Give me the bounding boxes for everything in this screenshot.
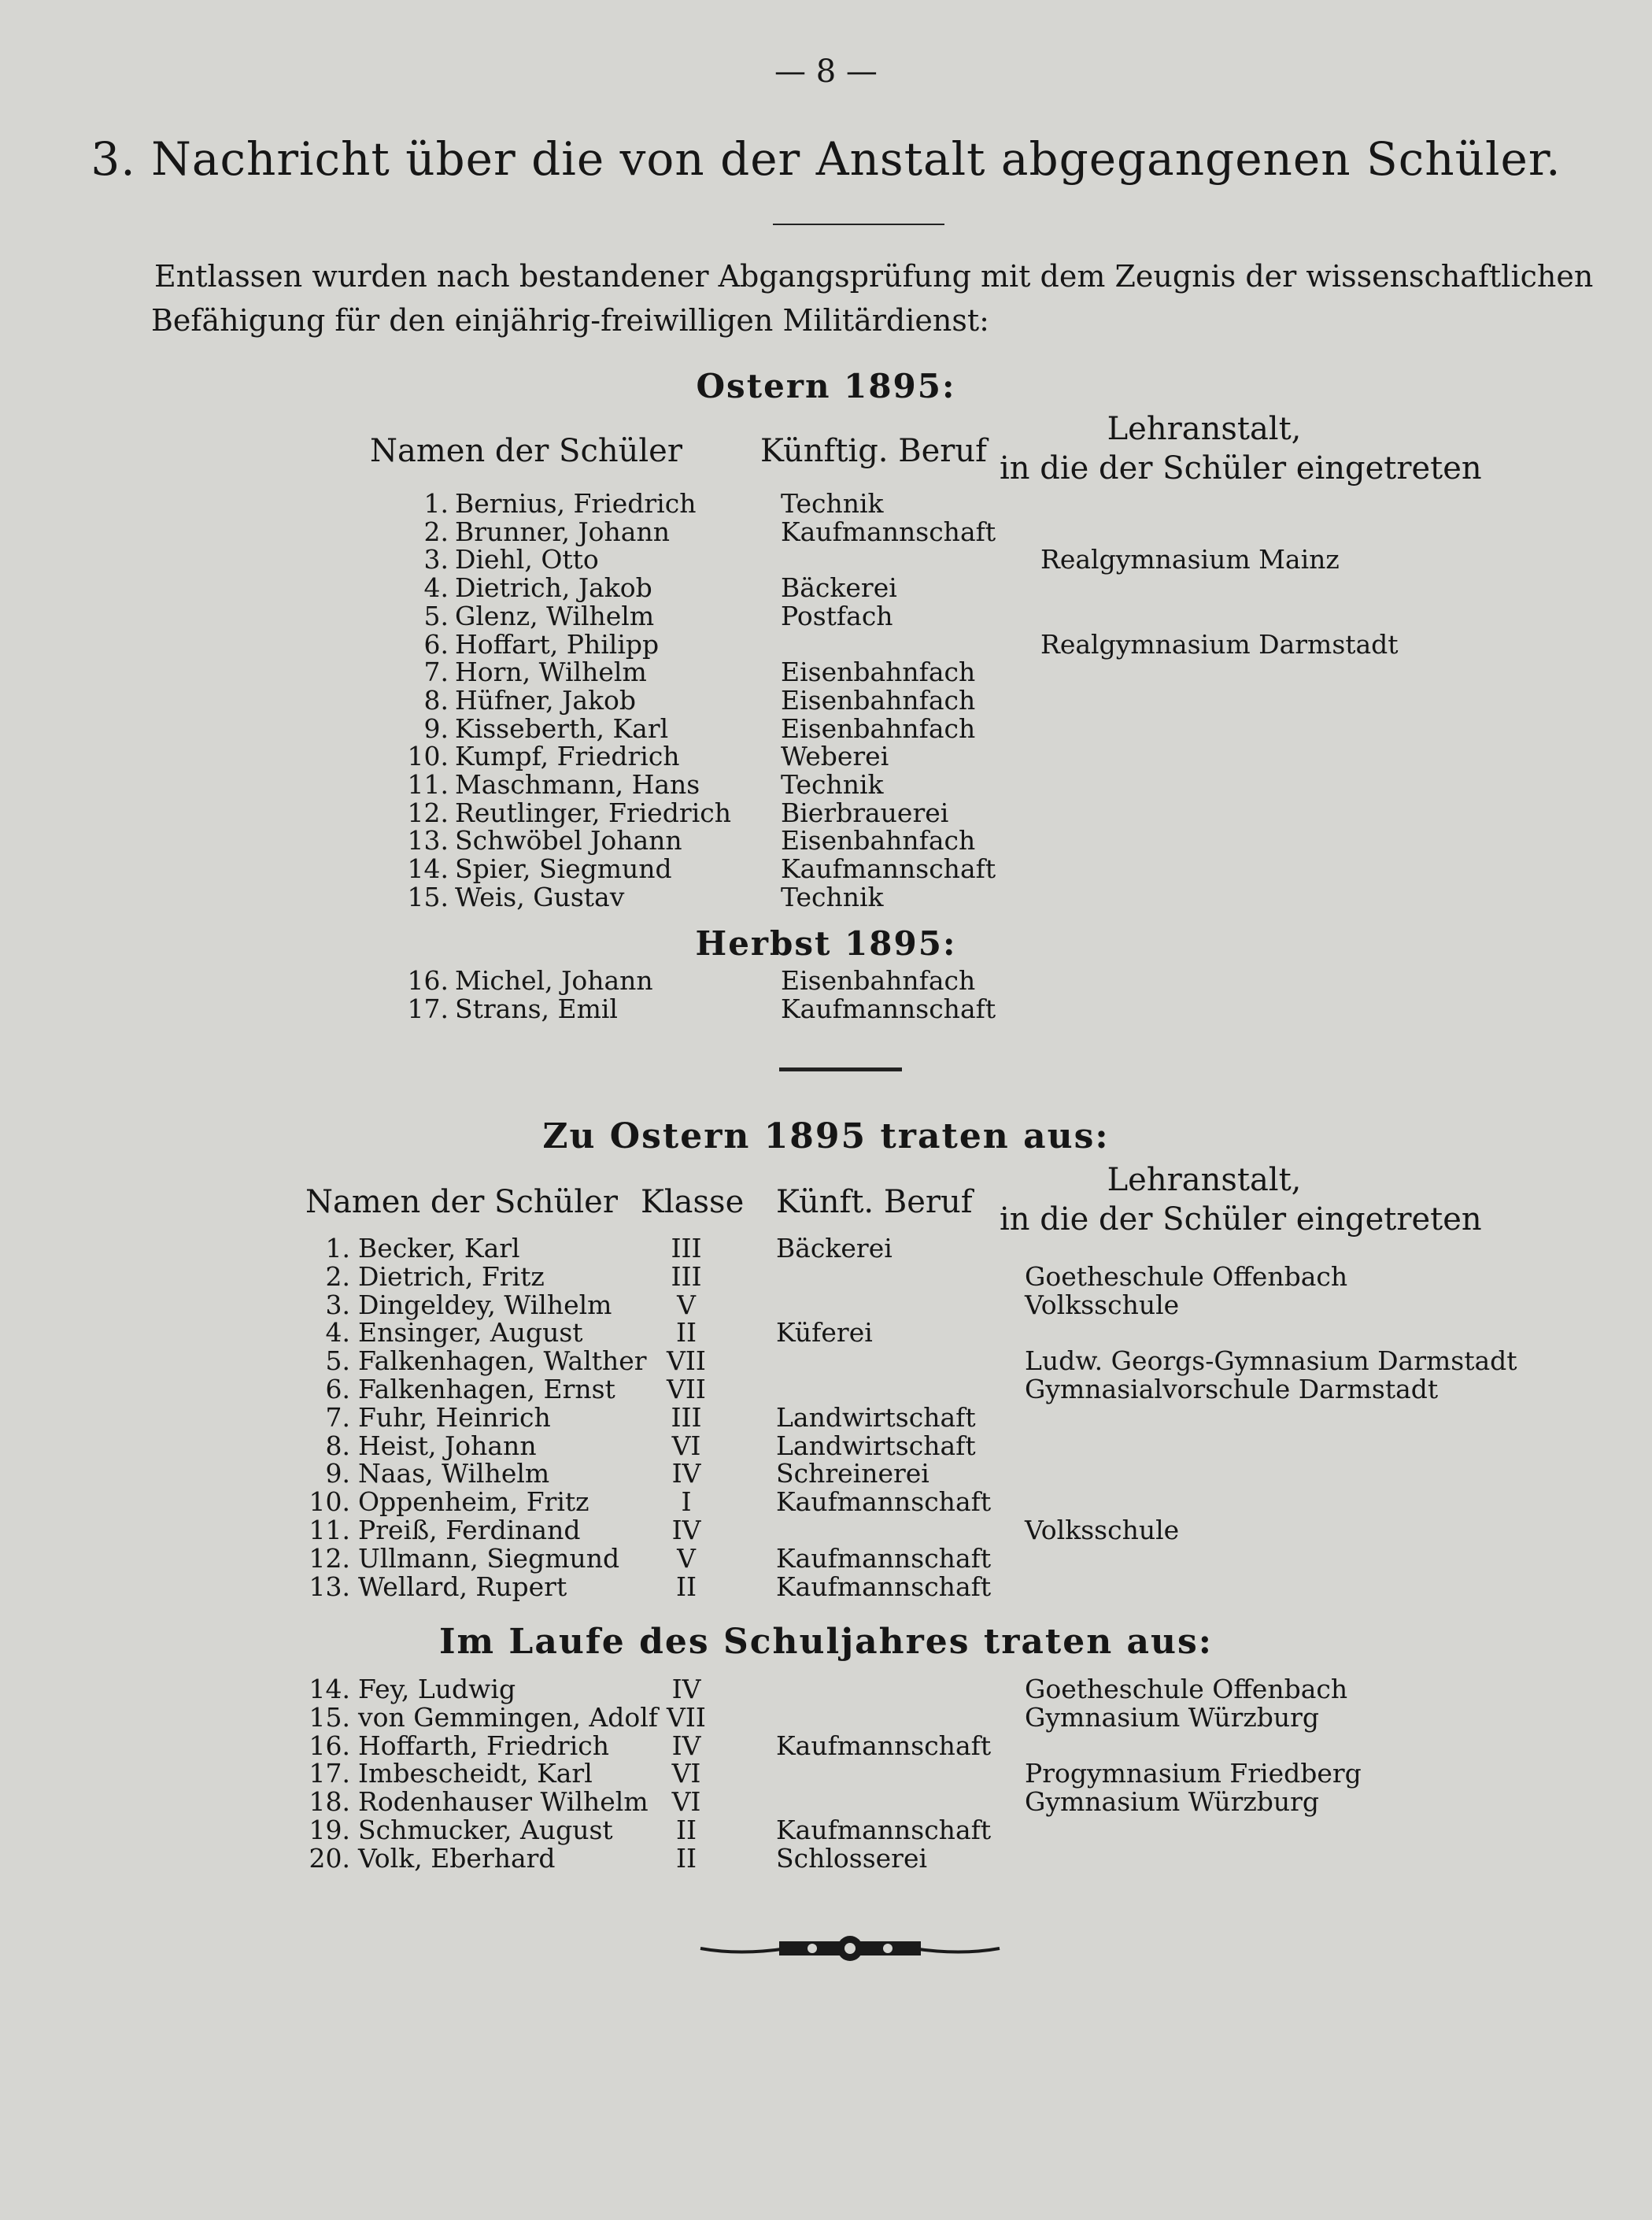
cell-klasse: II bbox=[675, 1815, 697, 1845]
cell-num: 4. bbox=[325, 1317, 350, 1349]
table-row bbox=[0, 1260, 1652, 1292]
column-header-anstalt-2-line-1: Lehranstalt, bbox=[1107, 1162, 1302, 1198]
cell-name: Hüfner, Jakob bbox=[455, 684, 637, 716]
cell-num: 8. bbox=[423, 684, 449, 716]
cell-klasse: IV bbox=[671, 1458, 701, 1489]
cell-num: 19. bbox=[309, 1815, 350, 1845]
cell-klasse: V bbox=[677, 1289, 696, 1320]
cell-name: Rodenhauser Wilhelm bbox=[358, 1786, 649, 1818]
table-row bbox=[0, 1816, 1652, 1844]
table-row bbox=[0, 490, 1652, 518]
cell-num: 1. bbox=[423, 488, 449, 519]
cell-name: Volk, Eberhard bbox=[358, 1842, 556, 1874]
cell-num: 3. bbox=[325, 1289, 350, 1320]
table-row bbox=[0, 1432, 1652, 1460]
cell-num: 2. bbox=[325, 1260, 350, 1292]
cell-name: Ullmann, Siegmund bbox=[358, 1542, 620, 1574]
cell-klasse: I bbox=[681, 1486, 692, 1518]
cell-anstalt: Volksschule bbox=[1025, 1515, 1180, 1545]
cell-beruf: Eisenbahnfach bbox=[781, 965, 976, 996]
cell-name: Fey, Ludwig bbox=[358, 1674, 516, 1704]
cell-num: 12. bbox=[309, 1542, 350, 1574]
cell-beruf: Schlosserei bbox=[776, 1842, 928, 1874]
section-heading-ostern: Ostern 1895: bbox=[696, 367, 956, 405]
cell-name: Strans, Emil bbox=[455, 993, 618, 1024]
cell-beruf: Kaufmannschaft bbox=[776, 1542, 992, 1574]
cell-name: Oppenheim, Fritz bbox=[358, 1486, 589, 1518]
cell-klasse: III bbox=[671, 1401, 702, 1433]
cell-num: 4. bbox=[423, 572, 449, 604]
cell-num: 16. bbox=[309, 1730, 350, 1761]
cell-name: Hoffarth, Friedrich bbox=[358, 1730, 609, 1761]
cell-name: Spier, Siegmund bbox=[455, 853, 672, 885]
cell-name: Kumpf, Friedrich bbox=[455, 741, 680, 772]
table-row bbox=[0, 827, 1652, 855]
cell-name: Weis, Gustav bbox=[455, 881, 625, 912]
title-divider bbox=[773, 224, 944, 225]
cell-num: 8. bbox=[325, 1430, 350, 1461]
cell-name: Falkenhagen, Ernst bbox=[358, 1374, 615, 1404]
cell-name: von Gemmingen, Adolf bbox=[358, 1701, 659, 1733]
cell-num: 10. bbox=[309, 1486, 350, 1518]
cell-beruf: Bierbrauerei bbox=[781, 797, 949, 828]
cell-num: 7. bbox=[423, 657, 449, 688]
cell-num: 7. bbox=[325, 1401, 350, 1433]
cell-beruf: Kaufmannschaft bbox=[781, 853, 996, 885]
cell-num: 6. bbox=[325, 1374, 350, 1404]
table-row bbox=[0, 1488, 1652, 1516]
cell-name: Brunner, Johann bbox=[455, 516, 670, 547]
page-number: — 8 — bbox=[774, 54, 878, 90]
cell-beruf: Postfach bbox=[781, 600, 893, 631]
cell-beruf: Technik bbox=[781, 769, 884, 800]
cell-name: Imbescheidt, Karl bbox=[358, 1758, 593, 1789]
cell-num: 2. bbox=[423, 516, 449, 547]
table-row bbox=[0, 799, 1652, 827]
cell-beruf: Technik bbox=[781, 488, 884, 519]
cell-anstalt: Gymnasium Würzburg bbox=[1025, 1786, 1320, 1818]
cell-name: Dingeldey, Wilhelm bbox=[358, 1289, 612, 1320]
column-header-beruf-2: Künft. Beruf bbox=[776, 1184, 973, 1220]
column-header-anstalt-2-line-2: in die der Schüler eingetreten bbox=[1000, 1201, 1482, 1238]
table-row bbox=[0, 1516, 1652, 1545]
table-row bbox=[0, 546, 1652, 574]
cell-name: Reutlinger, Friedrich bbox=[455, 797, 731, 828]
cell-num: 17. bbox=[309, 1758, 350, 1789]
cell-name: Fuhr, Heinrich bbox=[358, 1401, 551, 1433]
page-title: 3. Nachricht über die von der Anstalt abgegangenen Schüler. bbox=[91, 132, 1561, 186]
table-row bbox=[0, 518, 1652, 546]
table-row bbox=[0, 995, 1652, 1023]
section-heading-traten-aus: Zu Ostern 1895 traten aus: bbox=[542, 1116, 1110, 1156]
cell-name: Horn, Wilhelm bbox=[455, 657, 647, 688]
cell-name: Preiß, Ferdinand bbox=[358, 1515, 581, 1545]
table-row bbox=[0, 1401, 1652, 1433]
column-header-beruf: Künftig. Beruf bbox=[760, 433, 987, 469]
column-header-names: Namen der Schüler bbox=[370, 433, 682, 469]
cell-anstalt: Gymnasialvorschule Darmstadt bbox=[1025, 1374, 1439, 1404]
cell-num: 11. bbox=[309, 1515, 350, 1545]
cell-klasse: VI bbox=[671, 1786, 701, 1818]
cell-num: 16. bbox=[407, 965, 449, 996]
table-row bbox=[0, 1347, 1652, 1375]
table-row bbox=[0, 771, 1652, 799]
cell-beruf: Kaufmannschaft bbox=[781, 516, 996, 547]
table-row bbox=[0, 574, 1652, 602]
table-row bbox=[0, 602, 1652, 631]
cell-num: 5. bbox=[325, 1345, 350, 1377]
cell-num: 5. bbox=[423, 600, 449, 631]
cell-num: 10. bbox=[407, 741, 449, 772]
cell-num: 12. bbox=[407, 797, 449, 828]
cell-beruf: Kaufmannschaft bbox=[776, 1730, 992, 1761]
cell-klasse: IV bbox=[671, 1674, 701, 1704]
section-divider bbox=[779, 1067, 902, 1071]
cell-klasse: III bbox=[671, 1233, 702, 1264]
table-row bbox=[0, 1573, 1652, 1601]
cell-anstalt: Ludw. Georgs-Gymnasium Darmstadt bbox=[1025, 1345, 1517, 1377]
column-header-anstalt-line-2: in die der Schüler eingetreten bbox=[1000, 450, 1482, 487]
table-row bbox=[0, 1291, 1652, 1319]
cell-num: 14. bbox=[407, 853, 449, 885]
cell-klasse: IV bbox=[671, 1515, 701, 1545]
table-row bbox=[0, 742, 1652, 771]
cell-anstalt: Progymnasium Friedberg bbox=[1025, 1758, 1362, 1789]
cell-name: Dietrich, Jakob bbox=[455, 572, 652, 604]
cell-beruf: Landwirtschaft bbox=[776, 1430, 976, 1461]
cell-num: 9. bbox=[325, 1458, 350, 1489]
cell-anstalt: Goetheschule Offenbach bbox=[1025, 1674, 1348, 1704]
cell-beruf: Eisenbahnfach bbox=[781, 684, 976, 716]
intro-line-2: Befähigung für den einjährig-freiwilligen Militärdienst: bbox=[151, 303, 989, 338]
cell-num: 9. bbox=[423, 712, 449, 744]
cell-num: 18. bbox=[309, 1786, 350, 1818]
cell-name: Heist, Johann bbox=[358, 1430, 537, 1461]
section-heading-schuljahr: Im Laufe des Schuljahres traten aus: bbox=[438, 1622, 1214, 1662]
table-row bbox=[0, 1759, 1652, 1788]
cell-num: 3. bbox=[423, 544, 449, 575]
cell-beruf: Bäckerei bbox=[781, 572, 897, 604]
cell-name: Bernius, Friedrich bbox=[455, 488, 697, 519]
cell-beruf: Kaufmannschaft bbox=[781, 993, 996, 1024]
cell-num: 20. bbox=[309, 1842, 350, 1874]
cell-beruf: Eisenbahnfach bbox=[781, 712, 976, 744]
cell-beruf: Bäckerei bbox=[776, 1233, 893, 1264]
table-row bbox=[0, 855, 1652, 883]
cell-anstalt: Goetheschule Offenbach bbox=[1025, 1260, 1348, 1292]
cell-name: Wellard, Rupert bbox=[358, 1571, 567, 1602]
table-row bbox=[0, 1732, 1652, 1760]
cell-name: Dietrich, Fritz bbox=[358, 1260, 545, 1292]
cell-num: 15. bbox=[407, 881, 449, 912]
cell-num: 1. bbox=[325, 1233, 350, 1264]
intro-line-1: Entlassen wurden nach bestandener Abgangsprüfung mit dem Zeugnis der wissenschaftlichen bbox=[154, 259, 1594, 294]
cell-klasse: II bbox=[675, 1571, 697, 1602]
cell-name: Hoffart, Philipp bbox=[455, 628, 660, 660]
table-row bbox=[0, 1234, 1652, 1263]
section-heading-herbst: Herbst 1895: bbox=[695, 924, 957, 963]
cell-num: 6. bbox=[423, 628, 449, 660]
column-header-klasse: Klasse bbox=[641, 1184, 745, 1220]
cell-klasse: II bbox=[675, 1317, 697, 1349]
cell-num: 17. bbox=[407, 993, 449, 1024]
cell-name: Becker, Karl bbox=[358, 1233, 520, 1264]
cell-name: Schwöbel Johann bbox=[455, 825, 682, 857]
cell-beruf: Eisenbahnfach bbox=[781, 657, 976, 688]
cell-num: 11. bbox=[407, 769, 449, 800]
cell-klasse: VII bbox=[667, 1701, 706, 1733]
cell-anstalt: Realgymnasium Darmstadt bbox=[1040, 628, 1399, 660]
cell-beruf: Kaufmannschaft bbox=[776, 1815, 992, 1845]
cell-anstalt: Volksschule bbox=[1025, 1289, 1180, 1320]
cell-klasse: VI bbox=[671, 1430, 701, 1461]
table-row bbox=[0, 1319, 1652, 1347]
cell-klasse: III bbox=[671, 1260, 702, 1292]
cell-klasse: II bbox=[675, 1842, 697, 1874]
table-row bbox=[0, 686, 1652, 715]
cell-klasse: VI bbox=[671, 1758, 701, 1789]
cell-num: 14. bbox=[309, 1674, 350, 1704]
table-row bbox=[0, 628, 1652, 660]
cell-beruf: Landwirtschaft bbox=[776, 1401, 976, 1433]
cell-name: Ensinger, August bbox=[358, 1317, 583, 1349]
table-row bbox=[0, 1788, 1652, 1816]
cell-name: Michel, Johann bbox=[455, 965, 653, 996]
column-header-anstalt-line-1: Lehranstalt, bbox=[1107, 411, 1302, 447]
cell-beruf: Küferei bbox=[776, 1317, 873, 1349]
table-row bbox=[0, 658, 1652, 686]
cell-beruf: Weberei bbox=[781, 741, 889, 772]
cell-klasse: IV bbox=[671, 1730, 701, 1761]
cell-klasse: V bbox=[677, 1542, 696, 1574]
cell-name: Falkenhagen, Walther bbox=[358, 1345, 647, 1377]
cell-beruf: Eisenbahnfach bbox=[781, 825, 976, 857]
cell-num: 13. bbox=[309, 1571, 350, 1602]
cell-anstalt: Realgymnasium Mainz bbox=[1040, 544, 1340, 575]
table-row bbox=[0, 1844, 1652, 1873]
cell-num: 15. bbox=[309, 1701, 350, 1733]
cell-name: Glenz, Wilhelm bbox=[455, 600, 655, 631]
cell-beruf: Technik bbox=[781, 881, 884, 912]
cell-name: Schmucker, August bbox=[358, 1815, 613, 1845]
table-row bbox=[0, 1542, 1652, 1574]
cell-klasse: VII bbox=[667, 1374, 706, 1404]
cell-beruf: Kaufmannschaft bbox=[776, 1486, 992, 1518]
cell-num: 13. bbox=[407, 825, 449, 857]
table-row bbox=[0, 1460, 1652, 1488]
table-row bbox=[0, 1701, 1652, 1733]
closing-ornament bbox=[693, 1921, 1007, 1976]
table-row bbox=[0, 1375, 1652, 1404]
table-row bbox=[0, 883, 1652, 912]
table-row bbox=[0, 967, 1652, 995]
column-header-names-2: Namen der Schüler bbox=[305, 1184, 618, 1220]
table-row bbox=[0, 1675, 1652, 1704]
cell-anstalt: Gymnasium Würzburg bbox=[1025, 1701, 1320, 1733]
cell-name: Kisseberth, Karl bbox=[455, 712, 669, 744]
table-row bbox=[0, 712, 1652, 744]
cell-klasse: VII bbox=[667, 1345, 706, 1377]
cell-beruf: Kaufmannschaft bbox=[776, 1571, 992, 1602]
cell-name: Naas, Wilhelm bbox=[358, 1458, 550, 1489]
cell-name: Maschmann, Hans bbox=[455, 769, 700, 800]
cell-name: Diehl, Otto bbox=[455, 544, 599, 575]
cell-beruf: Schreinerei bbox=[776, 1458, 929, 1489]
